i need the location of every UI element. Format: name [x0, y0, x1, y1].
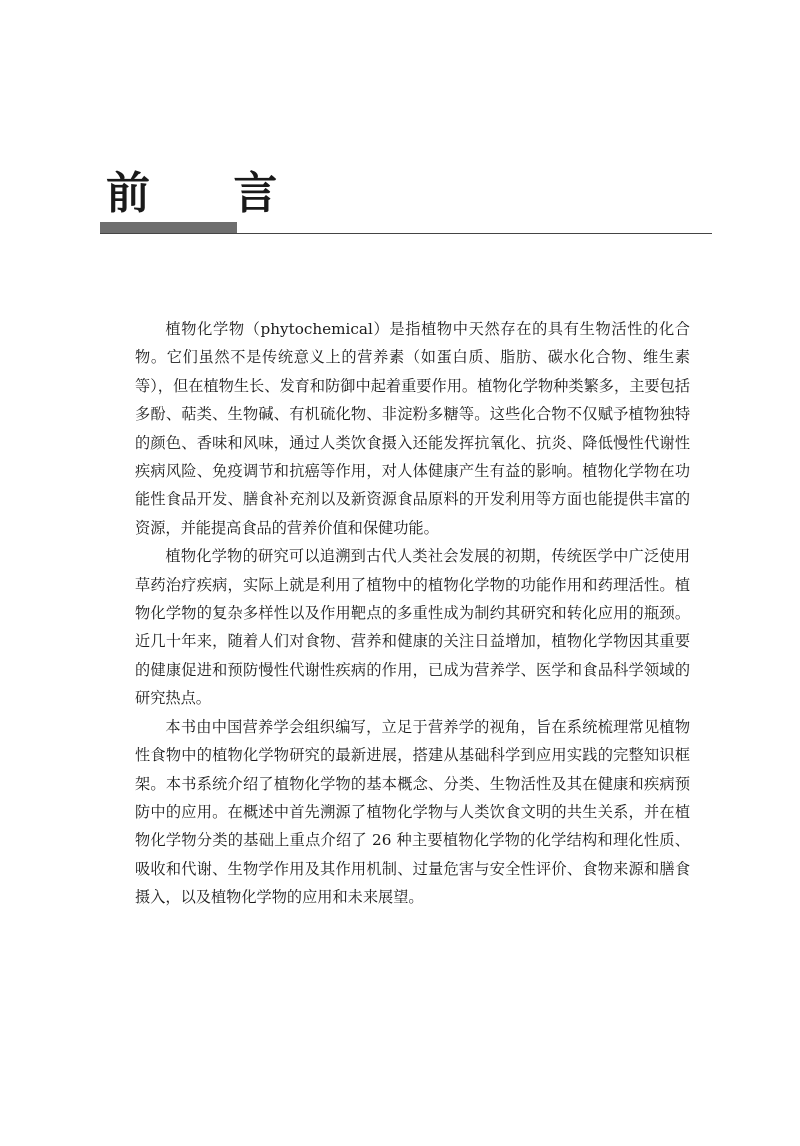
paragraph-1: 植物化学物（phytochemical）是指植物中天然存在的具有生物活性的化合物。它们虽然不是传统意义上的营养素（如蛋白质、脂肪、碳水化合物、维生素等），但在植物生长、发育和防御中起着重要作用。植物化学物种类繁多，主要包括多酚、萜类、生物碱、有机硫化物、非淀粉多糖等。这些化合物不仅赋予植物独特的颜色、香味和风味，通过人类饮食摄入还能发挥抗氧化、抗炎、降低慢性代谢性疾病风险、免疫调节和抗癌等作用，对人体健康产生有益的影响。植物化学物在功能性食品开发、膳食补充剂以及新资源食品原料的开发利用等方面也能提供丰富的资源，并能提高食品的营养价值和保健功能。	[135, 320, 690, 537]
body-text	[135, 315, 690, 912]
paragraph-3: 本书由中国营养学会组织编写，立足于营养学的视角，旨在系统梳理常见植物性食物中的植物化学物研究的最新进展，搭建从基础科学到应用实践的完整知识框架。本书系统介绍了植物化学物的基本概念、分类、生物活性及其在健康和疾病预防中的应用。在概述中首先溯源了植物化学物与人类饮食文明的共生关系，并在植物化学物分类的基础上重点介绍了 26 种主要植物化学物的化学结构和理化性质、吸收和代谢、生物学作用及其作用机制、过量危害与安全性评价、食物来源和膳食摄入，以及植物化学物的应用和未来展望。	[135, 717, 690, 907]
paragraph-2: 植物化学物的研究可以追溯到古代人类社会发展的初期，传统医学中广泛使用草药治疗疾病，实际上就是利用了植物中的植物化学物的功能作用和药理活性。植物化学物的复杂多样性以及作用靶点的多重性成为制约其研究和转化应用的瓶颈。近几十年来，随着人们对食物、营养和健康的关注日益增加，植物化学物因其重要的健康促进和预防慢性代谢性疾病的作用，已成为营养学、医学和食品科学领域的研究热点。	[135, 547, 690, 708]
page-title: 前 言	[106, 168, 312, 219]
title-underline	[100, 233, 712, 234]
